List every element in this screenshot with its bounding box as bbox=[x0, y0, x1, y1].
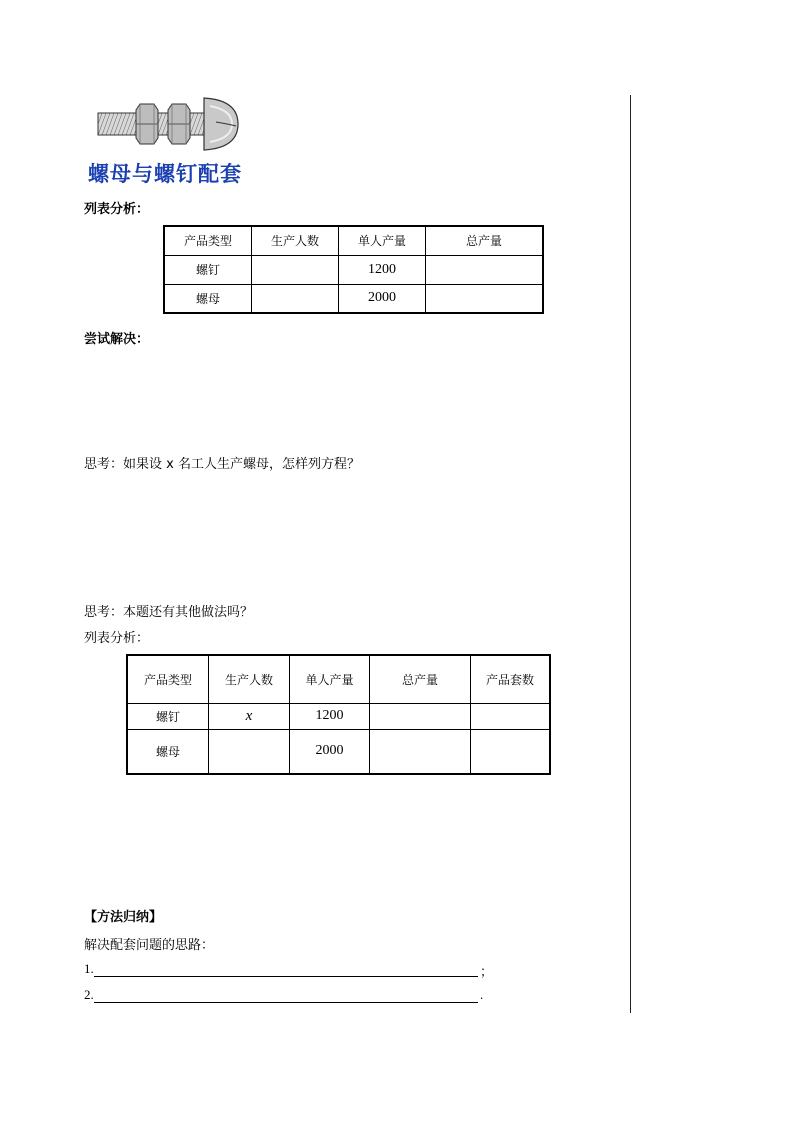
page-title: 螺母与螺钉配套 bbox=[88, 162, 242, 186]
table1-cell: 螺母 bbox=[164, 284, 252, 313]
table2-cell bbox=[209, 729, 290, 774]
section-label-analysis-2: 列表分析： bbox=[84, 631, 150, 646]
analysis-table-2 bbox=[126, 654, 551, 775]
table1-header: 总产量 bbox=[426, 226, 544, 255]
table2-header: 生产人数 bbox=[209, 655, 290, 703]
table1-cell bbox=[252, 284, 339, 313]
table2-header: 总产量 bbox=[370, 655, 471, 703]
table2-cell: 2000 bbox=[290, 729, 370, 774]
table1-cell bbox=[252, 255, 339, 284]
table2-cell bbox=[471, 703, 551, 729]
table2-cell bbox=[370, 703, 471, 729]
table1-header: 产品类型 bbox=[164, 226, 252, 255]
margin-divider-line bbox=[630, 95, 631, 1013]
item2-number: 2. bbox=[84, 987, 94, 1002]
table1-cell: 2000 bbox=[339, 284, 426, 313]
table1-cell: 螺钉 bbox=[164, 255, 252, 284]
answer-line-2[interactable] bbox=[94, 1002, 478, 1003]
bolt-and-nut-illustration bbox=[96, 96, 241, 152]
table2-cell: x bbox=[209, 703, 290, 729]
think-question-1: 思考：如果设 x 名工人生产螺母，怎样列方程？ bbox=[84, 457, 360, 472]
method-intro: 解决配套问题的思路： bbox=[84, 938, 215, 953]
table1-cell bbox=[426, 255, 544, 284]
table2-cell bbox=[471, 729, 551, 774]
analysis-table-1 bbox=[163, 225, 544, 314]
item2-punctuation: . bbox=[480, 987, 484, 1002]
think-question-2: 思考：本题还有其他做法吗？ bbox=[84, 605, 254, 620]
table2-cell bbox=[370, 729, 471, 774]
table1-header: 生产人数 bbox=[252, 226, 339, 255]
answer-line-1[interactable] bbox=[94, 976, 478, 977]
section-label-analysis-1: 列表分析： bbox=[84, 202, 150, 217]
table2-header: 产品套数 bbox=[471, 655, 551, 703]
table2-cell: 1200 bbox=[290, 703, 370, 729]
table1-header: 单人产量 bbox=[339, 226, 426, 255]
item1-number: 1. bbox=[84, 961, 94, 976]
table1-cell bbox=[426, 284, 544, 313]
table1-cell: 1200 bbox=[339, 255, 426, 284]
table2-header: 单人产量 bbox=[290, 655, 370, 703]
method-summary-title: 【方法归纳】 bbox=[84, 910, 163, 925]
table2-cell: 螺母 bbox=[127, 729, 209, 774]
table2-header: 产品类型 bbox=[127, 655, 209, 703]
item1-punctuation: ； bbox=[480, 965, 494, 980]
table2-cell: 螺钉 bbox=[127, 703, 209, 729]
try-solve-label: 尝试解决： bbox=[84, 332, 150, 347]
